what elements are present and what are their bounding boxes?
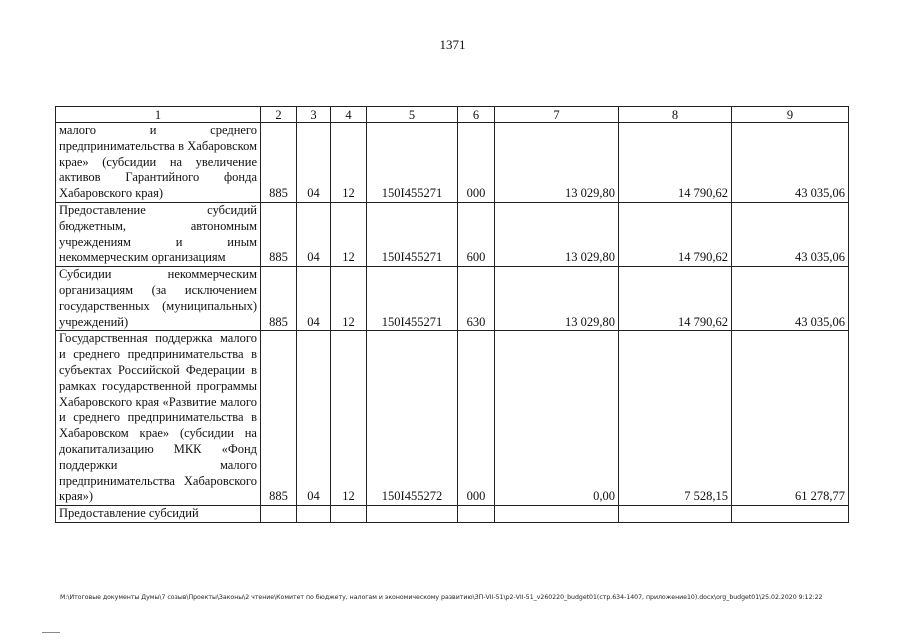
rz-cell: 04 [297,123,331,203]
pr-cell: 12 [331,202,367,266]
amount-year2: 14 790,62 [619,202,732,266]
amount-year1: 13 029,80 [495,202,619,266]
empty-cell [331,506,367,523]
header-cell: 5 [367,107,458,123]
grbs-cell: 885 [261,331,297,506]
pr-cell: 12 [331,331,367,506]
empty-cell [261,506,297,523]
empty-cell [297,506,331,523]
vr-cell: 600 [458,202,495,266]
empty-cell [458,506,495,523]
grbs-cell: 885 [261,202,297,266]
csr-cell: 150I455271 [367,267,458,331]
row-description: Субсидии некоммерческим организациям (за исключением государственных (муниципальных) учреждений) [56,267,261,331]
page-number: 1371 [439,37,466,52]
header-cell: 1 [56,107,261,123]
row-description: Предоставление субсидий бюджетным, автономным учреждениям и иным некоммерческим организациям [56,202,261,266]
row-description: малого и среднего предпринимательства в Хабаровском крае» (субсидии на увеличение активов Гарантийного фонда Хабаровского края) [56,123,261,203]
pr-cell: 12 [331,267,367,331]
table-row [56,123,849,203]
rz-cell: 04 [297,267,331,331]
empty-cell [495,506,619,523]
amount-year3: 43 035,06 [732,267,849,331]
footer-file-path: M:\Итоговые документы Думы\7 созыв\Проекты\Законы\2 чтение\Комитет по бюджету, налогам и экономическому развитию\ЗП-VII-51\р2-VII-51_v260220_budget01(стр.634-1407, приложение10).docx\org_budget01\25.02.2020 9:12:22 [60,594,823,601]
header-cell: 4 [331,107,367,123]
corner-mark [42,632,60,633]
amount-year3: 43 035,06 [732,202,849,266]
csr-cell: 150I455271 [367,202,458,266]
row-description: Государственная поддержка малого и среднего предпринимательства в субъектах Российской Федерации в рамках государственной программы Хабаровского края «Развитие малого и среднего предпринимательства в Хабаровском крае» (субсидии на докапитализацию МКК «Фонд поддержки малого предпринимательства Хабаровского края») [56,331,261,506]
table-header-row [56,107,849,123]
vr-cell: 000 [458,331,495,506]
table-row [56,202,849,266]
grbs-cell: 885 [261,123,297,203]
grbs-cell: 885 [261,267,297,331]
budget-table [55,106,849,523]
vr-cell: 000 [458,123,495,203]
csr-cell: 150I455272 [367,331,458,506]
empty-cell [367,506,458,523]
empty-cell [619,506,732,523]
amount-year2: 14 790,62 [619,267,732,331]
amount-year2: 7 528,15 [619,331,732,506]
pr-cell: 12 [331,123,367,203]
amount-year2: 14 790,62 [619,123,732,203]
table-row [56,267,849,331]
amount-year1: 13 029,80 [495,123,619,203]
amount-year1: 13 029,80 [495,267,619,331]
header-cell: 6 [458,107,495,123]
table-row [56,331,849,506]
header-cell: 7 [495,107,619,123]
amount-year3: 43 035,06 [732,123,849,203]
table-row [56,506,849,523]
header-cell: 2 [261,107,297,123]
amount-year1: 0,00 [495,331,619,506]
rz-cell: 04 [297,202,331,266]
empty-cell [732,506,849,523]
header-cell: 9 [732,107,849,123]
rz-cell: 04 [297,331,331,506]
header-cell: 8 [619,107,732,123]
header-cell: 3 [297,107,331,123]
amount-year3: 61 278,77 [732,331,849,506]
vr-cell: 630 [458,267,495,331]
csr-cell: 150I455271 [367,123,458,203]
row-description: Предоставление субсидий [56,506,261,523]
